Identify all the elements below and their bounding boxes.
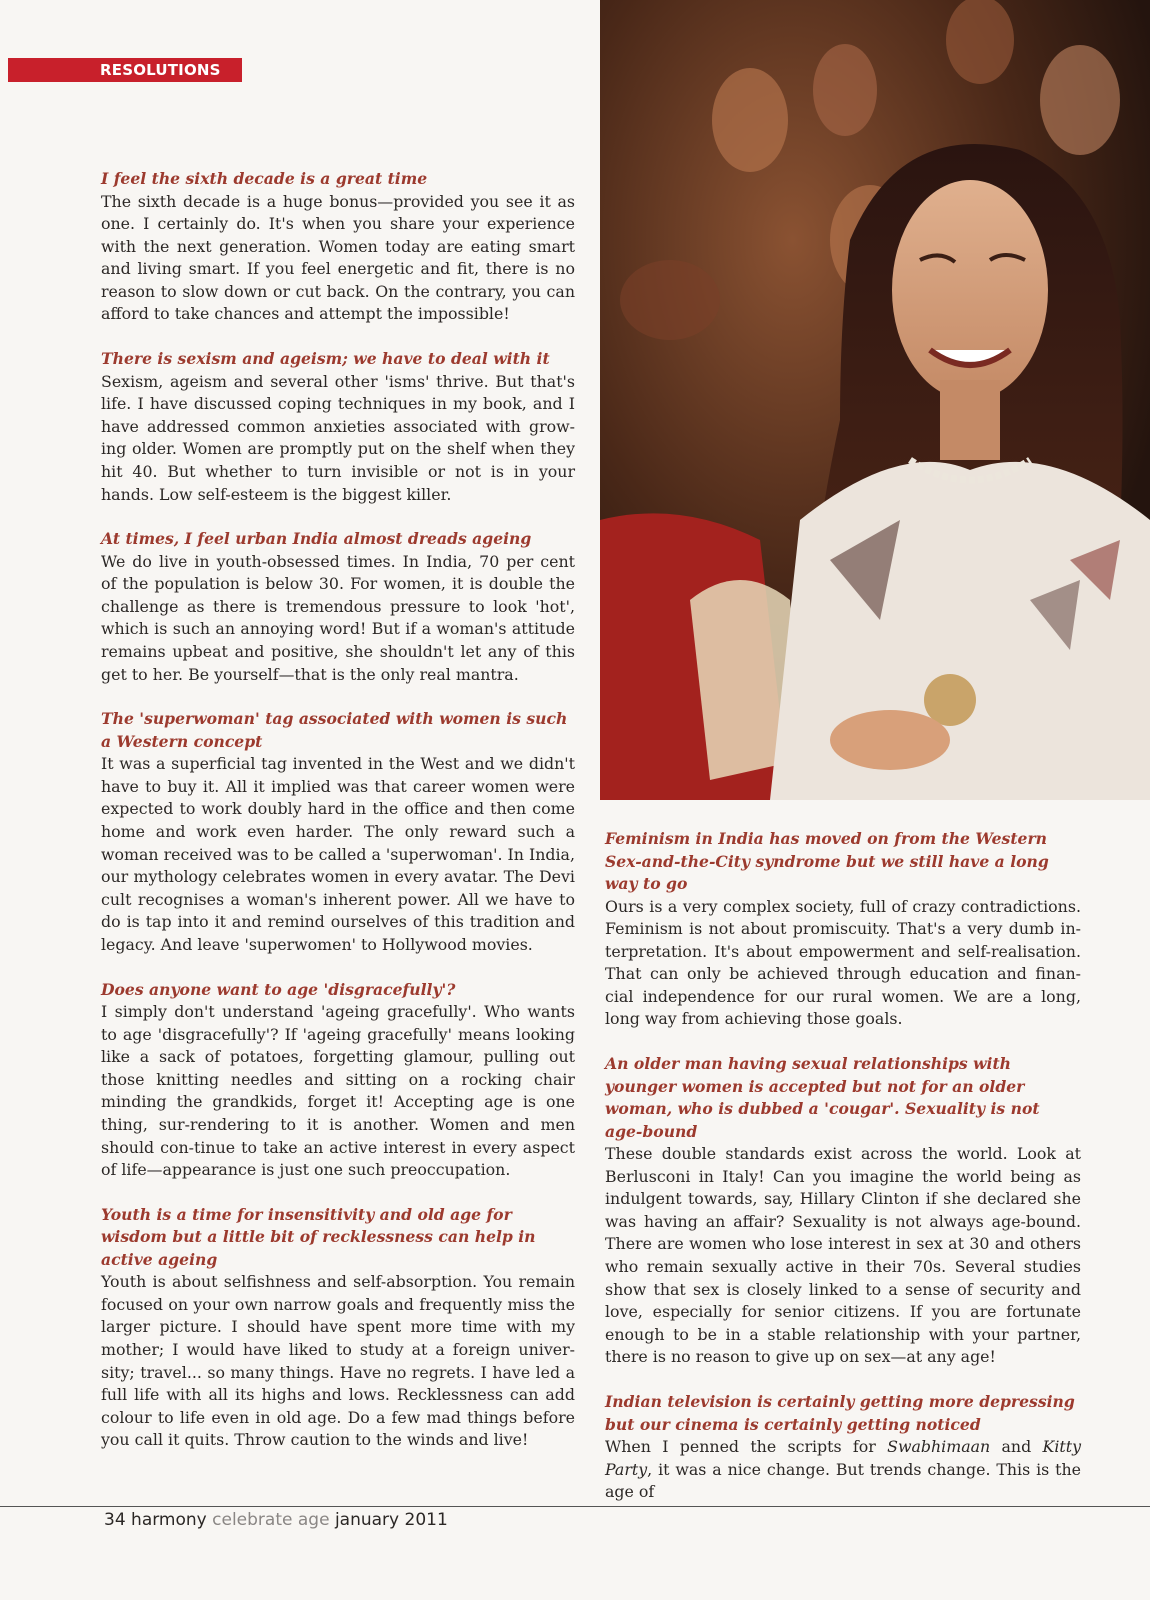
magazine-name: harmony [131,1510,207,1530]
qa-body-text: When I penned the scripts for [605,1437,888,1456]
portrait-illustration [600,0,1150,800]
qa-block [101,979,575,1182]
qa-heading: I feel the sixth decade is a great time [101,169,428,188]
qa-heading: At times, I feel urban India almost dreads ageing [101,529,532,549]
qa-block [605,1391,1081,1504]
qa-heading: Feminism in India has moved on from the Western Sex-and-the-City syndrome but we still have a long way to go [605,829,1049,893]
qa-body: It was a superficial tag invented in the West and we didn't have to buy it. All it implied was that career women were expected to work doubly hard in the office and then come home and work even harder. The only reward such a woman received was to be called a 'superwoman'. In India, our mythology celebrates women in every avatar. The Devi cult recognises a woman's inherent power. All we have to do is tap into it and remind ourselves of this tradition and legacy. And leave 'superwomen' to Hollywood movies. [101,754,575,954]
qa-body: We do live in youth-obsessed times. In India, 70 per cent of the population is below 30. For women, it is double the challenge as there is tremendous pressure to look 'hot', which is such an annoying word! But if a woman's attitude remains upbeat and positive, she shouldn't let any of this get to her. Be yourself—that is the only real mantra. [101,551,575,684]
qa-body: Sexism, ageism and several other 'isms' thrive. But that's life. I have discussed coping techniques in my book, and I have addressed common anxieties associated with grow-ing older. Women are promptly put on the shelf when they hit 40. But whether to turn invisible or not is in your hands. Low self-esteem is the biggest killer. [101,371,575,504]
qa-heading: An older man having sexual relationships with younger women is accepted but not for an older woman, who is dubbed a 'cougar'. Sexuality is not age-bound [605,1054,1040,1141]
qa-body: Ours is a very complex society, full of crazy contradictions. Feminism is not about promiscuity. That's a very dumb in-terpretation. It's about empowerment and self-realisation. That can only be achieved through education and finan-cial independence for our rural women. We are a long, long way from achieving those goals. [605,896,1081,1029]
qa-block [101,168,575,326]
qa-body: Youth is about selfishness and self-absorption. You remain focused on your own narrow goals and frequently miss the larger picture. I should have spent more time with my mother; I would have liked to study at a foreign univer-sity; travel... so many things. Have no regrets. I have led a full life with all its highs and lows. Recklessness can add colour to life even in old age. Do a few mad things before you call it quits. Throw caution to the winds and live! [101,1272,575,1450]
qa-body: I simply don't understand 'ageing gracefully'. Who wants to age 'disgracefully'? If 'ageing gracefully' means looking like a sack of potatoes, forgetting glamour, pulling out those knitting needles and sitting on a rocking chair minding the grandkids, forget it! Accepting age is one thing, sur-rendering to it is another. Women and men should con-tinue to take an active interest in every aspect of life—appearance is just one such preoccupation. [101,1002,575,1180]
qa-block [101,1204,575,1452]
film-title: Kitty Party [605,1437,1081,1479]
qa-block [101,348,575,506]
qa-block [101,528,575,686]
page-footer [104,1510,448,1530]
qa-heading: The 'superwoman' tag associated with women is such a Western concept [101,709,568,751]
qa-block [605,1053,1081,1369]
magazine-tagline: celebrate age [212,1510,330,1530]
qa-heading: Does anyone want to age 'disgracefully'? [101,979,456,999]
qa-block [605,828,1081,1031]
right-column [605,828,1081,1526]
page-number: 34 [104,1510,126,1530]
left-column [101,168,575,1474]
article-photo [600,0,1150,800]
film-title: Swabhimaan [887,1437,991,1456]
section-label: RESOLUTIONS [8,58,242,82]
qa-body [605,1436,1081,1504]
qa-body: The sixth decade is a huge bonus—provided you see it as one. I certainly do. It's when you share your experience with the next generation. Women today are eating smart and living smart. If you feel energetic and fit, there is no reason to slow down or cut back. On the contrary, you can afford to take chances and attempt the impossible! [101,191,575,324]
qa-body-text: , it was a nice change. But trends change. This is the age of [605,1459,1081,1502]
qa-heading: Indian television is certainly getting more depressing but our cinema is certainly getting noticed [605,1392,1075,1434]
footer-divider [0,1506,1150,1507]
qa-heading: Youth is a time for insensitivity and old age for wisdom but a little bit of recklessness can help in active ageing [101,1204,536,1269]
qa-block [101,708,575,956]
qa-body-text: and [990,1437,1043,1456]
qa-body: These double standards exist across the world. Look at Berlusconi in Italy! Can you imagine the world being as indulgent towards, say, Hillary Clinton if she declared she was having an affair? Sexuality is not always age-bound. There are women who lose interest in sex at 30 and others who remain sexually active in their 70s. Several studies show that sex is closely linked to a sense of security and love, especially for senior citizens. If you are fortunate enough to be in a stable relationship with your partner, there is no reason to give up on sex—at any age! [605,1144,1081,1367]
qa-heading: There is sexism and ageism; we have to deal with it [101,349,550,369]
issue-date: january 2011 [334,1510,448,1530]
